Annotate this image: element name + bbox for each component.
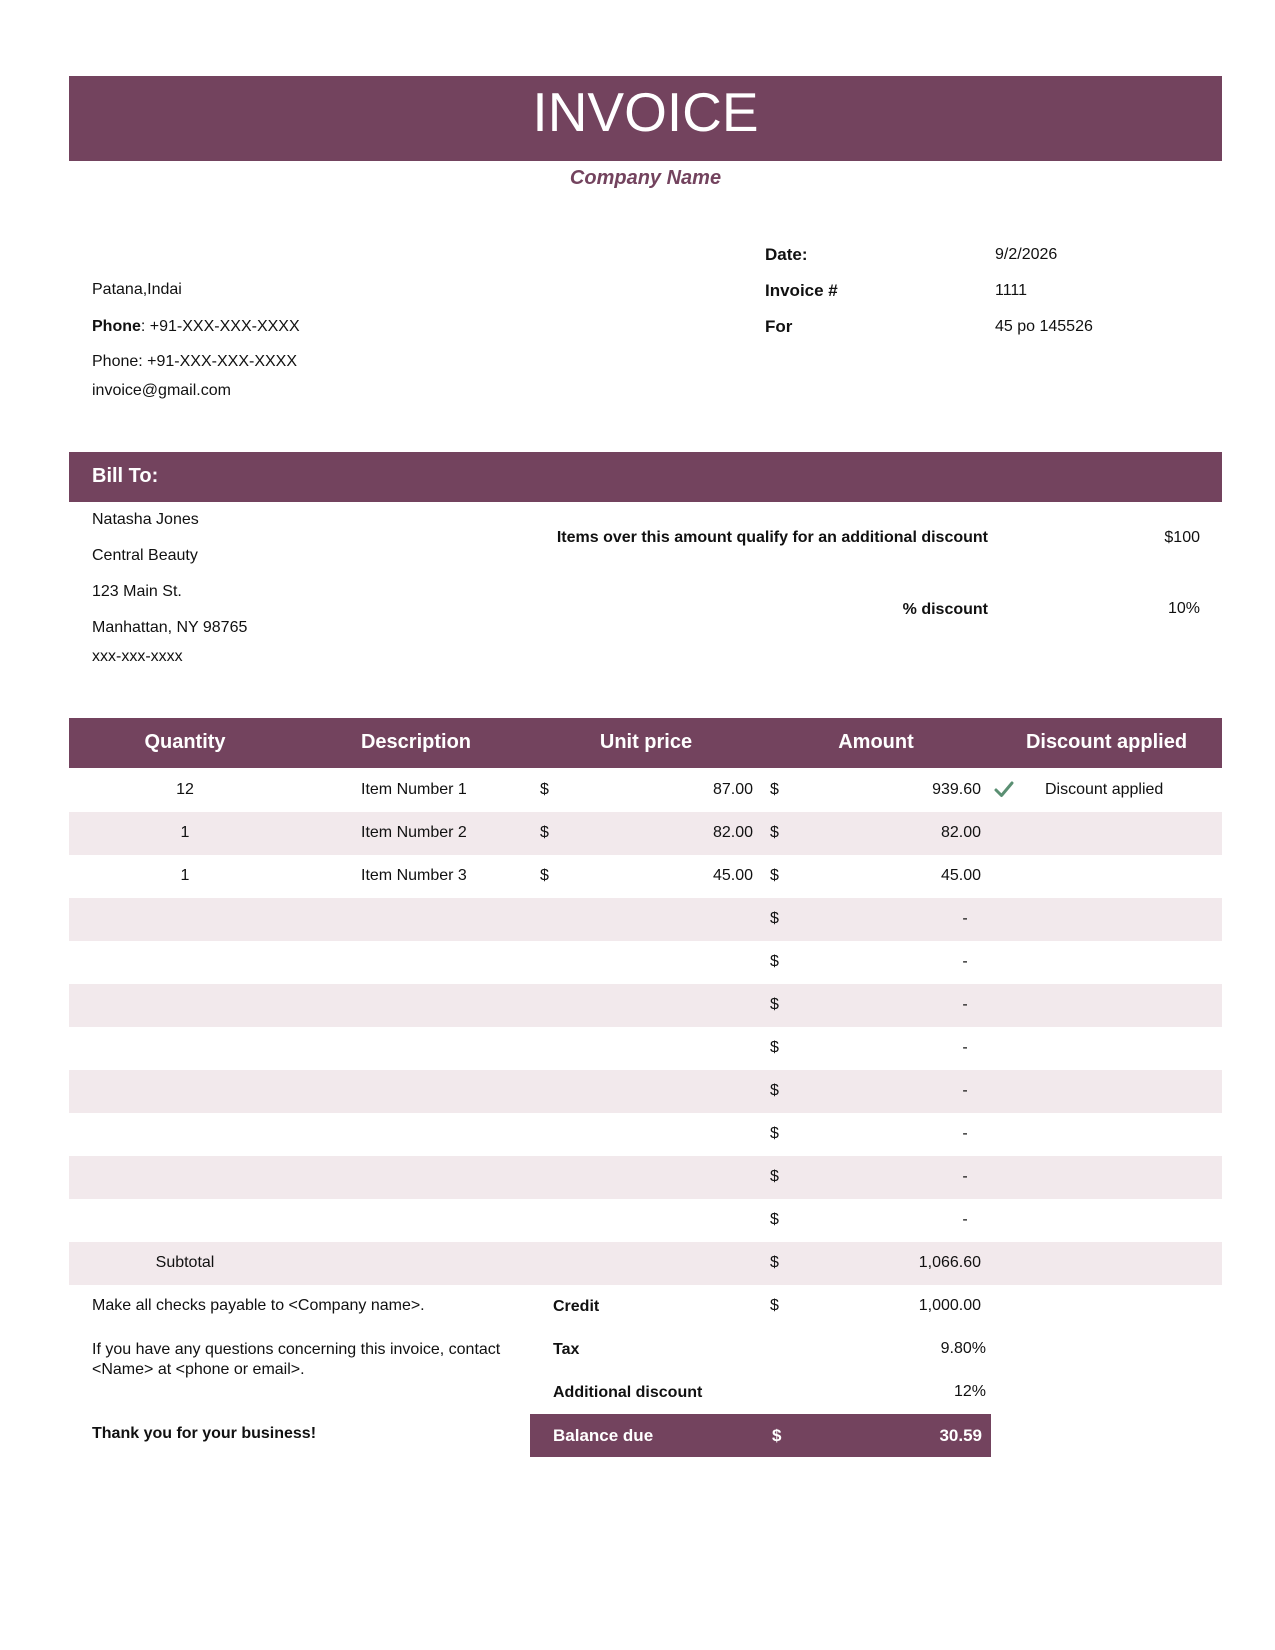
bill-to-company: Central Beauty [92, 547, 198, 564]
subtotal-value: 1,066.60 [918, 1254, 981, 1271]
table-row [69, 769, 1222, 812]
row-amount-empty: - [962, 1039, 968, 1056]
row-amount-currency: $ [770, 996, 779, 1013]
bill-to-street: 123 Main St. [92, 583, 182, 600]
credit-value: 1,000.00 [918, 1297, 981, 1314]
invoice-title: INVOICE [532, 81, 759, 143]
sender-location: Patana,Indai [92, 281, 182, 298]
credit-currency: $ [770, 1297, 779, 1314]
date-label: Date: [765, 245, 808, 264]
table-row [69, 812, 1222, 855]
checkmark-icon [993, 779, 1015, 801]
discount-threshold-value: $100 [1164, 529, 1200, 546]
table-row [69, 984, 1222, 1027]
balance-due-label: Balance due [553, 1426, 654, 1445]
row-unit-price: 82.00 [712, 824, 753, 841]
row-discount-applied: Discount applied [1045, 781, 1164, 798]
thank-you-note: Thank you for your business! [92, 1425, 317, 1442]
row-amount-empty: - [962, 996, 968, 1013]
table-row [69, 898, 1222, 941]
subtotal-currency: $ [770, 1254, 779, 1271]
subtotal-row [69, 1242, 1222, 1285]
row-amount-empty: - [962, 953, 968, 970]
bill-to-phone: xxx-xxx-xxxx [92, 648, 183, 665]
table-row [69, 1156, 1222, 1199]
subtotal-label: Subtotal [155, 1254, 215, 1271]
row-amount: 45.00 [940, 867, 981, 884]
balance-due-value: 30.59 [939, 1426, 982, 1445]
row-unit-currency: $ [540, 824, 549, 841]
row-amount-currency: $ [770, 1168, 779, 1185]
col-header-amount: Amount [838, 731, 914, 753]
row-unit-currency: $ [540, 781, 549, 798]
row-quantity: 12 [176, 781, 194, 798]
table-row [69, 855, 1222, 898]
row-unit-currency: $ [540, 867, 549, 884]
tax-value: 9.80% [940, 1340, 986, 1357]
row-description: Item Number 1 [361, 781, 467, 798]
row-unit-price: 87.00 [712, 781, 753, 798]
balance-due-currency: $ [772, 1426, 782, 1445]
row-quantity: 1 [180, 824, 190, 841]
row-amount-currency: $ [770, 1039, 779, 1056]
row-amount-empty: - [962, 1082, 968, 1099]
row-amount-empty: - [962, 1211, 968, 1228]
row-amount-currency: $ [770, 953, 779, 970]
table-row [69, 1027, 1222, 1070]
for-label: For [765, 317, 793, 336]
col-header-description: Description [360, 731, 472, 753]
col-header-discount-applied: Discount applied [1025, 731, 1188, 753]
row-amount-currency: $ [770, 1082, 779, 1099]
questions-note-line-2: <Name> at <phone or email>. [92, 1361, 305, 1378]
bill-to-heading: Bill To: [92, 465, 159, 487]
credit-label: Credit [553, 1298, 600, 1315]
bill-to-city: Manhattan, NY 98765 [92, 619, 248, 636]
questions-note-line-1: If you have any questions concerning this invoice, contact [92, 1341, 501, 1358]
sender-email: invoice@gmail.com [92, 382, 231, 399]
row-amount-currency: $ [770, 824, 779, 841]
col-header-unit-price: Unit price [599, 731, 693, 753]
row-amount-currency: $ [770, 867, 779, 884]
additional-discount-value: 12% [953, 1383, 986, 1400]
row-description: Item Number 2 [361, 824, 467, 841]
company-name: Company Name [569, 167, 722, 189]
row-amount-currency: $ [770, 1211, 779, 1228]
row-amount-currency: $ [770, 781, 779, 798]
row-quantity: 1 [180, 867, 190, 884]
row-unit-price: 45.00 [712, 867, 753, 884]
sender-phone-2: Phone: +91-XXX-XXX-XXXX [92, 353, 297, 370]
row-amount: 939.60 [932, 781, 981, 798]
additional-discount-label: Additional discount [553, 1384, 703, 1401]
row-amount-empty: - [962, 1125, 968, 1142]
col-header-quantity: Quantity [144, 731, 226, 753]
sender-phone-1 [92, 318, 300, 336]
row-amount: 82.00 [940, 824, 981, 841]
row-amount-currency: $ [770, 910, 779, 927]
row-amount-empty: - [962, 910, 968, 927]
discount-percent-label: % discount [902, 601, 988, 618]
invoice-number-value: 1111 [995, 282, 1028, 299]
date-value: 9/2/2026 [995, 246, 1058, 263]
sender-phone-1-value: : +91-XXX-XXX-XXXX [140, 318, 300, 335]
table-row [69, 1113, 1222, 1156]
for-value: 45 po 145526 [995, 318, 1093, 335]
bill-to-name: Natasha Jones [92, 511, 199, 528]
sender-phone-1-label: Phone [92, 318, 141, 335]
discount-percent-value: 10% [1167, 600, 1200, 617]
checks-payable-note: Make all checks payable to <Company name>. [92, 1297, 425, 1314]
tax-label: Tax [553, 1341, 580, 1358]
bill-to-bar [69, 452, 1222, 502]
table-row [69, 1070, 1222, 1113]
row-amount-empty: - [962, 1168, 968, 1185]
invoice-number-label: Invoice # [765, 281, 838, 300]
row-description: Item Number 3 [361, 867, 467, 884]
table-row [69, 941, 1222, 984]
row-amount-currency: $ [770, 1125, 779, 1142]
discount-threshold-label: Items over this amount qualify for an additional discount [556, 529, 988, 546]
table-row [69, 1199, 1222, 1242]
